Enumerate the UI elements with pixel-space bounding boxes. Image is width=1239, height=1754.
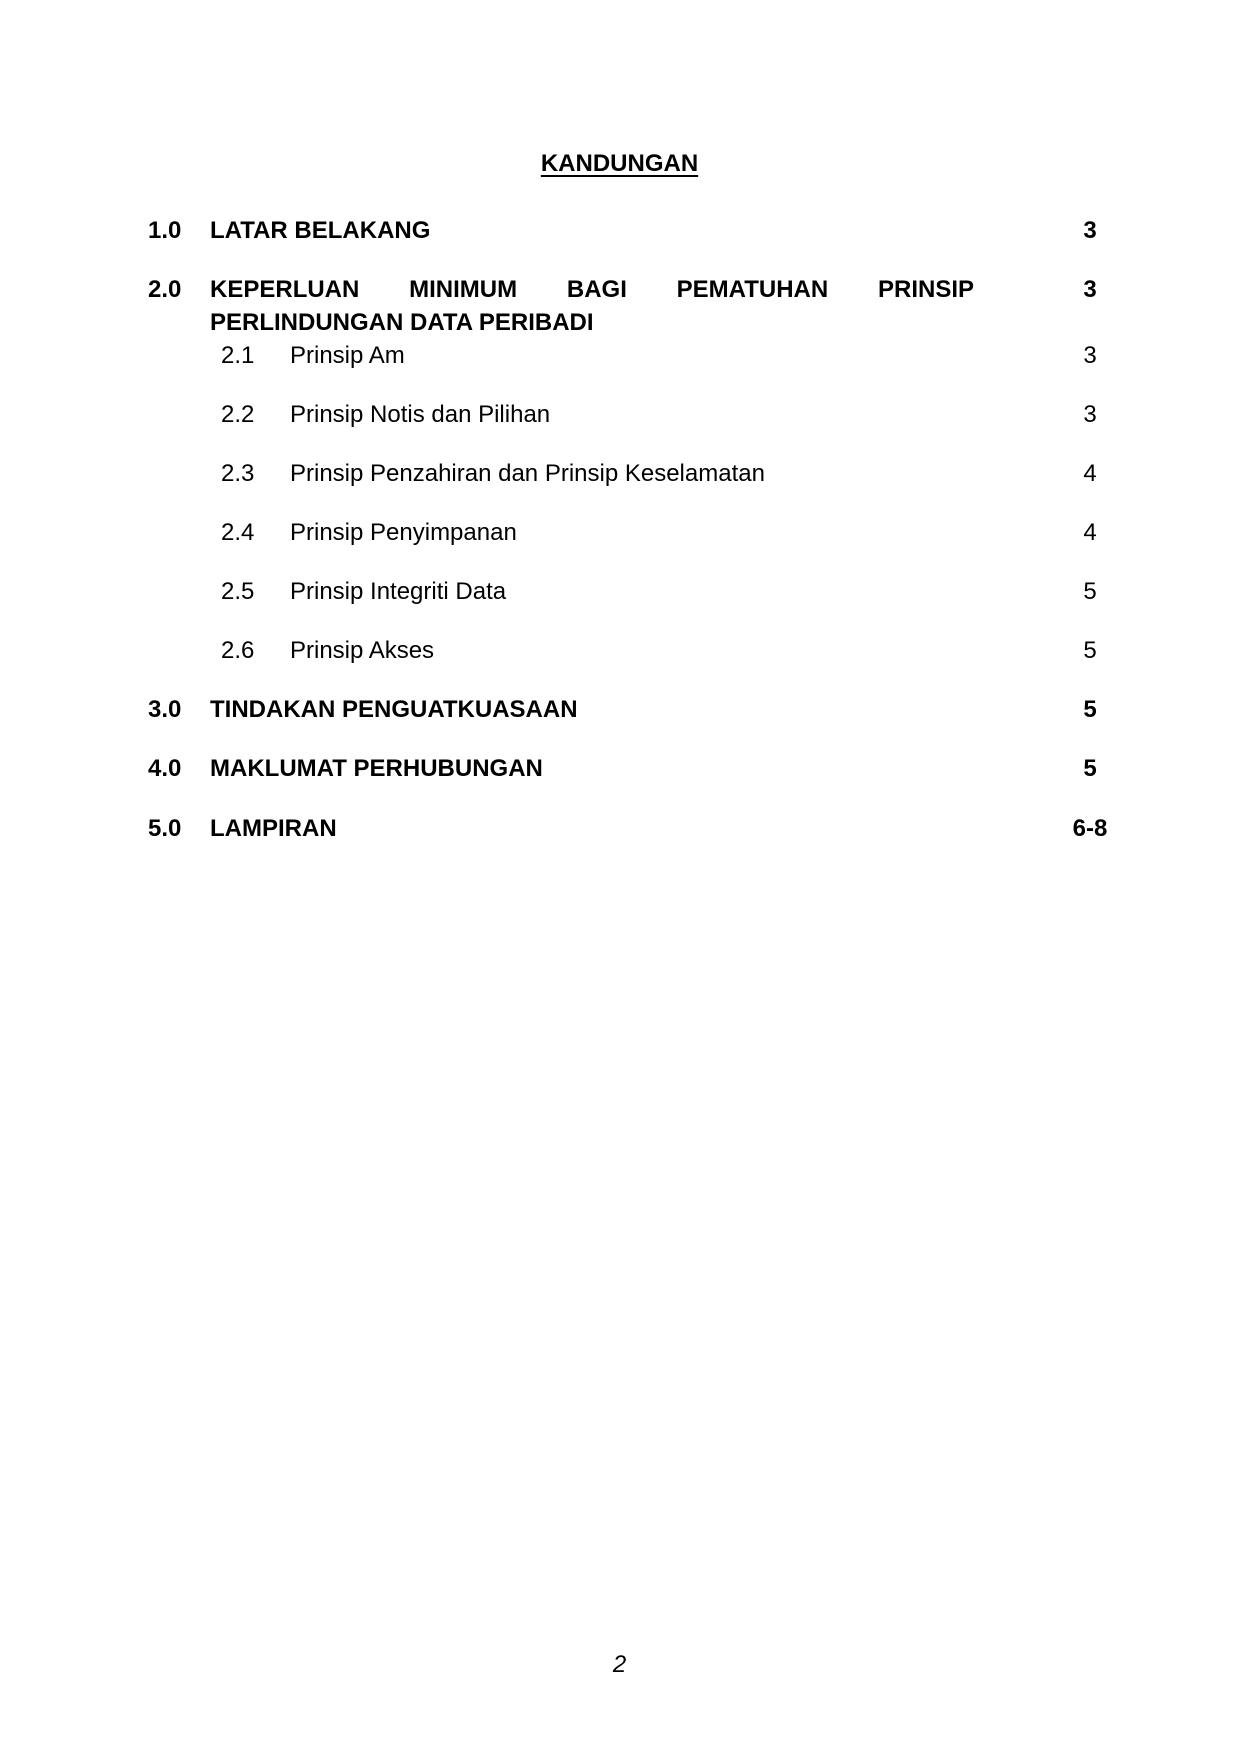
toc-entry-number: 2.6 <box>221 637 255 664</box>
toc-entry-page: 5 <box>1083 637 1097 664</box>
toc-entry-label: Prinsip Penzahiran dan Prinsip Keselamatan <box>290 460 765 487</box>
toc-entry-page: 3 <box>1083 342 1097 369</box>
toc-entry-page: 4 <box>1083 460 1097 487</box>
toc-entry-label-line1: KEPERLUAN MINIMUM BAGI PEMATUHAN PRINSIP <box>210 276 974 303</box>
toc-entry-page: 5 <box>1083 578 1097 605</box>
toc-entry-number: 2.0 <box>148 276 182 303</box>
toc-entry-label: Prinsip Akses <box>290 637 435 664</box>
toc-entry-number: 1.0 <box>148 217 182 244</box>
toc-entry-page: 4 <box>1083 519 1097 546</box>
toc-entry-label <box>210 273 974 339</box>
toc-entry-label: Prinsip Am <box>290 342 405 369</box>
toc-entry-number: 2.5 <box>221 578 255 605</box>
toc-entry-label: TINDAKAN PENGUATKUASAAN <box>210 696 578 723</box>
toc-entry-label: LATAR BELAKANG <box>210 217 431 244</box>
toc-entry-label: MAKLUMAT PERHUBUNGAN <box>210 755 543 782</box>
toc-entry-label: LAMPIRAN <box>210 815 337 842</box>
toc-entry-label: Prinsip Integriti Data <box>290 578 507 605</box>
toc-entry-page: 5 <box>1083 755 1097 782</box>
toc-entry-number: 4.0 <box>148 755 182 782</box>
toc-entry-number: 3.0 <box>148 696 182 723</box>
toc-entry-number: 2.4 <box>221 519 255 546</box>
toc-entry-number: 2.2 <box>221 401 255 428</box>
toc-entry-label-line2: PERLINDUNGAN DATA PERIBADI <box>210 309 594 336</box>
toc-entry-page: 3 <box>1083 401 1097 428</box>
toc-entry-number: 5.0 <box>148 815 182 842</box>
toc-entry-label: Prinsip Penyimpanan <box>290 519 517 546</box>
toc-entry-page: 3 <box>1083 217 1097 244</box>
toc-entry-label: Prinsip Notis dan Pilihan <box>290 401 551 428</box>
toc-title: KANDUNGAN <box>540 150 699 177</box>
toc-entry-page: 5 <box>1083 696 1097 723</box>
toc-entry-number: 2.3 <box>221 460 255 487</box>
toc-entry-page: 6-8 <box>1072 815 1108 842</box>
toc-entry-number: 2.1 <box>221 342 255 369</box>
toc-entry-page: 3 <box>1083 276 1097 303</box>
page-number: 2 <box>612 1651 627 1678</box>
